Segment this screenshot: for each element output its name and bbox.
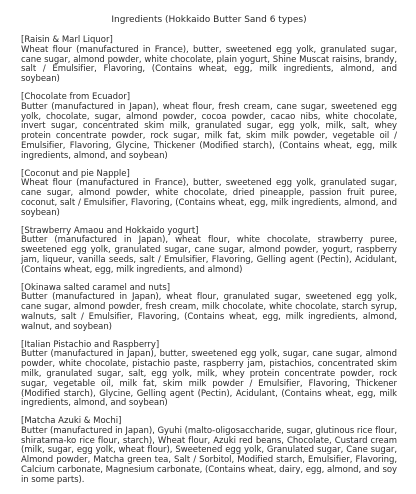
section-ingredients: Butter (manufactured in Japan), butter, sweetened egg yolk, sugar, cane sugar, almond powder, white chocolate, pistachio paste, raspberry jam, pistachios, concentrated skim milk, granulated sugar, salt, egg yolk, milk, whey protein concentrate powder, rock sugar, vegetable oil, milk fat, skim milk powder / Emulsifier, Flavoring, Thickener (Modified starch), Glycine, Gelling agent (Pectin), Acidulant, (Contains wheat, egg, milk ingredients, almond, and soybean) [21, 349, 397, 409]
document-title: Ingredients (Hokkaido Butter Sand 6 types) [111, 15, 307, 25]
section-ingredients: Butter (manufactured in Japan), wheat flour, granulated sugar, sweetened egg yolk, cane sugar, almond powder, fresh cream, milk chocolate, white chocolate, starch syrup, walnuts, salt / Emulsifier, Flavoring, (Contains wheat, egg, milk ingredients, almond, walnut, and soybean) [21, 292, 397, 332]
section-ingredients: Butter (manufactured in Japan), wheat flour, fresh cream, cane sugar, sweetened egg yolk, chocolate, sugar, almond powder, cocoa powder, cacao nibs, white chocolate, invert sugar, concentrated skim milk, granulated sugar, egg yolk, milk, salt, whey protein concentrate powder, rock sugar, milk fat, skim milk powder, vegetable oil / Emulsifier, Flavoring, Glycine, Thickener (Modified starch), (Contains wheat, egg, milk ingredients, almond, and soybean) [21, 101, 397, 161]
ingredient-section [21, 93, 397, 162]
ingredient-section [21, 227, 397, 276]
section-ingredients: Butter (manufactured in Japan), Gyuhi (malto-oligosaccharide, sugar, glutinous rice flour, shiratama-ko rice flour, starch), Wheat flour, Azuki red beans, Chocolate, Custard cream (milk, sugar, egg yolk, wheat flour), Sweetened egg yolk, Granulated sugar, Cane sugar, Almond powder, Matcha green tea, Salt / Sorbitol, Modified starch, Emulsifier, Flavoring, Calcium carbonate, Magnesium carbonate, (Contains wheat, dairy, egg, almond, and soy in some parts). [21, 425, 397, 485]
section-name: [Coconut and pie Napple] [21, 168, 130, 179]
section-ingredients: Wheat flour (manufactured in France), butter, sweetened egg yolk, granulated sugar, cane sugar, almond powder, white chocolate, dried pineapple, passion fruit puree, coconut, salt / Emulsifier, Flavoring, (Contains wheat, egg, milk ingredients, almond, and soybean) [21, 178, 397, 218]
section-name: [Chocolate from Ecuador] [21, 91, 131, 102]
section-name: [Okinawa salted caramel and nuts] [21, 282, 171, 293]
ingredient-section [21, 417, 397, 486]
section-name: [Strawberry Amaou and Hokkaido yogurt] [21, 225, 199, 236]
section-name: [Matcha Azuki & Mochi] [21, 416, 122, 427]
ingredient-section [21, 341, 397, 410]
ingredients-document [21, 14, 397, 494]
section-ingredients: Wheat flour (manufactured in France), butter, sweetened egg yolk, granulated sugar, cane sugar, almond powder, white chocolate, plain yogurt, Shine Muscat raisins, brandy, salt / Emulsifier, Flavoring, (Contains wheat, egg, milk ingredients, almond, and soybean) [21, 44, 397, 85]
ingredient-section [21, 170, 397, 219]
section-name: [Raisin & Marl Liquor] [21, 35, 113, 45]
section-name: [Italian Pistachio and Raspberry] [21, 339, 160, 350]
ingredient-section [21, 284, 397, 333]
section-ingredients: Butter (manufactured in Japan), wheat flour, white chocolate, strawberry puree, sweetened egg yolk, granulated sugar, cane sugar, almond powder, yogurt, raspberry jam, liqueur, vanilla seeds, salt / Emulsifier, Flavoring, Gelling agent (Pectin), Acidulant, (Contains wheat, egg, milk ingredients, and almond) [21, 235, 397, 275]
ingredient-section [21, 36, 397, 85]
